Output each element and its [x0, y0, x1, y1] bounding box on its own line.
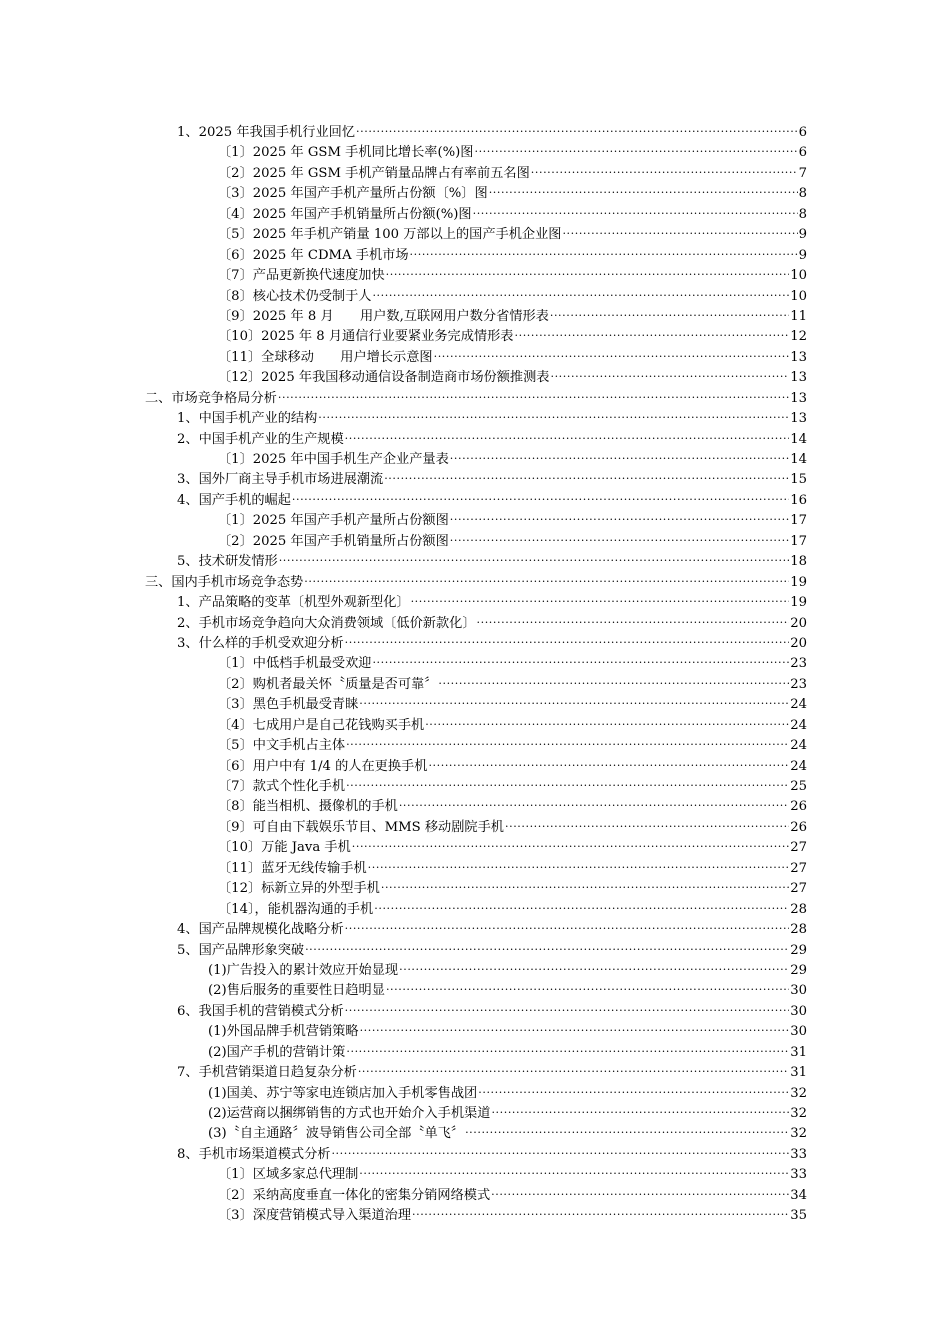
- toc-entry[interactable]: [0, 913, 950, 938]
- toc-entry[interactable]: [0, 790, 950, 815]
- toc-entry-page-number: 28: [790, 901, 807, 917]
- toc-entry-page-number: 27: [790, 860, 807, 876]
- toc-entry-title: 二、市场竞争格局分析: [145, 390, 277, 406]
- toc-entry[interactable]: [0, 341, 950, 365]
- toc-entry[interactable]: [0, 995, 950, 1019]
- toc-entry[interactable]: [0, 607, 950, 631]
- toc-entry-title: 3、国外厂商主导手机市场进展潮流: [177, 472, 384, 488]
- toc-entry[interactable]: [0, 116, 950, 140]
- toc-entry-page-number: 12: [790, 329, 807, 345]
- toc-entry-page-number: 29: [790, 942, 807, 958]
- toc-entry[interactable]: [0, 1179, 950, 1203]
- toc-entry[interactable]: [0, 361, 950, 386]
- toc-entry-page-number: 24: [790, 697, 807, 713]
- toc-entry-title: 〔10〕万能 Java 手机: [218, 840, 351, 856]
- toc-entry[interactable]: [0, 627, 950, 651]
- toc-entry-page-number: 10: [790, 288, 807, 304]
- toc-entry-title: (2)运营商以捆绑销售的方式也开始介入手机渠道: [208, 1106, 491, 1121]
- toc-entry-page-number: 31: [790, 1044, 807, 1060]
- toc-entry-page-number: 29: [790, 962, 807, 978]
- toc-entry-page-number: 13: [790, 370, 807, 386]
- toc-dot-leader: [346, 729, 789, 749]
- toc-dot-leader: [368, 852, 790, 872]
- toc-entry-page-number: 30: [790, 1003, 807, 1019]
- toc-entry-title: 〔2〕购机者最关怀〝质量是否可靠〞: [218, 676, 438, 692]
- toc-entry-title: 1、产品策略的变革〔机型外观新型化〕: [177, 595, 410, 611]
- toc-entry[interactable]: [0, 586, 950, 611]
- toc-entry-title: (1)外国品牌手机营销策略: [208, 1024, 359, 1040]
- toc-entry-title: 6、我国手机的营销模式分析: [177, 1003, 344, 1019]
- toc-entry[interactable]: [0, 1138, 950, 1162]
- toc-entry-page-number: 23: [790, 676, 807, 692]
- toc-entry[interactable]: [0, 729, 950, 754]
- toc-dot-leader: [331, 1138, 789, 1158]
- toc-entry-title: 〔3〕2025 年国产手机产量所占份额〔%〕图: [218, 186, 488, 202]
- toc-entry-page-number: 20: [790, 615, 807, 631]
- toc-entry-title: 〔2〕2025 年国产手机销量所占份额图: [218, 533, 449, 549]
- toc-entry[interactable]: [0, 443, 950, 467]
- toc-entry-page-number: 30: [790, 1024, 807, 1040]
- toc-entry[interactable]: [0, 668, 950, 692]
- toc-entry[interactable]: [0, 259, 950, 284]
- toc-entry[interactable]: [0, 280, 950, 304]
- toc-entry-page-number: 8: [798, 206, 807, 222]
- toc-entry[interactable]: [0, 566, 950, 590]
- toc-dot-leader: [425, 709, 789, 729]
- toc-dot-leader: [428, 750, 789, 770]
- toc-entry-page-number: 14: [790, 452, 807, 467]
- toc-entry-title: 〔6〕用户中有 1/4 的人在更换手机: [218, 758, 428, 774]
- toc-dot-leader: [412, 1199, 789, 1219]
- toc-entry-page-number: 17: [790, 533, 807, 549]
- toc-dot-leader: [360, 1015, 790, 1035]
- toc-dot-leader: [450, 504, 789, 524]
- toc-entry-page-number: 33: [790, 1167, 807, 1183]
- toc-entry-title: 3、什么样的手机受欢迎分析: [177, 635, 344, 651]
- toc-entry[interactable]: [0, 1056, 950, 1081]
- toc-entry-page-number: 13: [790, 349, 807, 365]
- toc-entry-title: 1、中国手机产业的结构: [177, 411, 318, 427]
- toc-dot-leader: [381, 872, 789, 892]
- toc-entry-title: 〔4〕七成用户是自己花钱购买手机: [218, 717, 425, 733]
- toc-entry[interactable]: [0, 1036, 950, 1060]
- toc-entry-page-number: 24: [790, 758, 807, 774]
- toc-entry[interactable]: [0, 647, 950, 672]
- toc-entry-title: 〔8〕能当相机、摄像机的手机: [218, 799, 398, 815]
- toc-entry-title: 〔8〕核心技术仍受制于人: [218, 288, 372, 304]
- toc-dot-leader: [491, 1179, 789, 1199]
- toc-entry-page-number: 10: [790, 268, 807, 284]
- toc-entry-page-number: 24: [790, 738, 807, 754]
- toc-dot-leader: [318, 402, 789, 422]
- toc-entry-title: 〔6〕2025 年 CDMA 手机市场: [218, 247, 409, 263]
- toc-entry-title: 7、手机营销渠道日趋复杂分析: [177, 1065, 357, 1081]
- toc-entry[interactable]: [0, 484, 950, 508]
- toc-entry-page-number: 6: [798, 125, 807, 140]
- toc-entry-page-number: 6: [798, 145, 807, 161]
- toc-entry-page-number: 14: [790, 431, 807, 447]
- toc-entry-title: 〔5〕2025 年手机产销量 100 万部以上的国产手机企业图: [218, 227, 562, 243]
- toc-dot-leader: [411, 586, 790, 606]
- toc-entry-title: 〔2〕2025 年 GSM 手机产销量品牌占有率前五名图: [218, 165, 530, 181]
- toc-dot-leader: [304, 566, 789, 586]
- toc-entry-title: (2)国产手机的营销计策: [208, 1044, 346, 1060]
- toc-entry[interactable]: [0, 831, 950, 856]
- toc-entry[interactable]: [0, 545, 950, 570]
- toc-entry[interactable]: [0, 811, 950, 835]
- toc-dot-leader: [359, 1158, 789, 1178]
- toc-dot-leader: [550, 361, 789, 381]
- toc-entry-page-number: 28: [790, 922, 807, 938]
- toc-entry-page-number: 35: [790, 1208, 807, 1224]
- toc-entry-title: 〔7〕产品更新换代速度加快: [218, 268, 385, 284]
- toc-entry-title: 〔5〕中文手机占主体: [218, 738, 346, 754]
- toc-dot-leader: [346, 1036, 789, 1056]
- toc-dot-leader: [345, 423, 790, 443]
- toc-entry[interactable]: [0, 1158, 950, 1183]
- toc-entry-page-number: 23: [790, 656, 807, 672]
- toc-entry-page-number: 30: [790, 983, 807, 999]
- toc-entry[interactable]: [0, 893, 950, 917]
- toc-entry-page-number: 20: [790, 635, 807, 651]
- toc-dot-leader: [358, 1056, 789, 1076]
- toc-entry[interactable]: [0, 934, 950, 958]
- toc-dot-leader: [352, 831, 789, 851]
- toc-entry[interactable]: [0, 1077, 950, 1101]
- toc-entry-title: 2、手机市场竞争趋向大众消费领域〔低价新款化〕: [177, 615, 476, 631]
- toc-dot-leader: [399, 790, 789, 810]
- toc-entry[interactable]: [0, 382, 950, 406]
- toc-entry-title: 5、国产品牌形象突破: [177, 942, 305, 958]
- toc-entry-title: 4、国产手机的崛起: [177, 492, 291, 508]
- toc-entry[interactable]: [0, 402, 950, 427]
- toc-entry-page-number: 18: [790, 554, 807, 570]
- toc-entry-title: 〔7〕款式个性化手机: [218, 779, 346, 794]
- toc-entry-title: 〔11〕蓝牙无线传输手机: [218, 860, 367, 876]
- toc-entry[interactable]: [0, 954, 950, 978]
- toc-entry[interactable]: [0, 688, 950, 713]
- toc-dot-leader: [478, 1077, 789, 1097]
- toc-entry[interactable]: [0, 852, 950, 876]
- toc-entry-title: 〔1〕2025 年国产手机产量所占份额图: [218, 513, 449, 529]
- toc-entry[interactable]: [0, 218, 950, 243]
- toc-entry-title: 4、国产品牌规模化战略分析: [177, 922, 344, 938]
- table-of-contents: [0, 116, 950, 1224]
- toc-entry-title: 5、技术研发情形: [177, 554, 278, 570]
- toc-entry[interactable]: [0, 525, 950, 549]
- toc-entry-page-number: 13: [790, 411, 807, 427]
- toc-dot-leader: [279, 545, 790, 565]
- toc-entry-page-number: 24: [790, 717, 807, 733]
- toc-entry-title: 〔12〕标新立异的外型手机: [218, 881, 380, 897]
- toc-entry-title: 〔1〕2025 年 GSM 手机同比增长率(%)图: [218, 145, 474, 161]
- toc-entry[interactable]: [0, 300, 950, 324]
- toc-entry-page-number: 13: [790, 390, 807, 406]
- toc-entry[interactable]: [0, 1199, 950, 1224]
- toc-dot-leader: [473, 198, 798, 218]
- toc-entry-title: 〔11〕全球移动 用户增长示意图: [218, 349, 433, 365]
- toc-dot-leader: [550, 300, 789, 320]
- toc-entry-page-number: 31: [790, 1065, 807, 1081]
- toc-entry-title: 2、中国手机产业的生产规模: [177, 431, 344, 447]
- toc-entry-page-number: 16: [790, 492, 807, 508]
- toc-dot-leader: [345, 995, 790, 1015]
- toc-entry-title: 三、国内手机市场竞争态势: [145, 574, 304, 590]
- toc-dot-leader: [345, 627, 790, 647]
- toc-entry-page-number: 19: [790, 595, 807, 611]
- toc-dot-leader: [489, 177, 798, 197]
- toc-entry-title: 8、手机市场渠道模式分析: [177, 1146, 331, 1162]
- toc-dot-leader: [359, 688, 789, 708]
- toc-entry-page-number: 26: [790, 819, 807, 835]
- toc-dot-leader: [505, 811, 789, 831]
- toc-entry-title: 〔9〕2025 年 8 月 用户数,互联网用户数分省情形表: [218, 308, 549, 324]
- toc-entry-title: 〔1〕区域多家总代理制: [218, 1167, 359, 1183]
- toc-entry-page-number: 11: [790, 308, 807, 324]
- toc-dot-leader: [384, 463, 789, 483]
- toc-dot-leader: [399, 954, 789, 974]
- toc-entry[interactable]: [0, 974, 950, 999]
- toc-dot-leader: [477, 607, 790, 627]
- toc-dot-leader: [372, 647, 789, 667]
- toc-entry[interactable]: [0, 177, 950, 202]
- toc-entry[interactable]: [0, 198, 950, 222]
- toc-entry-title: 〔1〕2025 年中国手机生产企业产量表: [218, 452, 449, 467]
- toc-entry-page-number: 8: [798, 186, 807, 202]
- toc-entry[interactable]: [0, 1117, 950, 1142]
- toc-dot-leader: [278, 382, 789, 402]
- toc-dot-leader: [374, 893, 789, 913]
- toc-dot-leader: [562, 218, 797, 238]
- toc-entry-page-number: 27: [790, 840, 807, 856]
- toc-entry-page-number: 33: [790, 1146, 807, 1162]
- toc-entry-page-number: 9: [798, 227, 807, 243]
- toc-entry-page-number: 19: [790, 574, 807, 590]
- toc-entry[interactable]: [0, 872, 950, 897]
- toc-entry-title: 〔10〕2025 年 8 月通信行业要紧业务完成情形表: [218, 329, 514, 345]
- toc-entry[interactable]: [0, 239, 950, 263]
- toc-entry-title: 〔4〕2025 年国产手机销量所占份额(%)图: [218, 206, 472, 222]
- toc-entry[interactable]: [0, 423, 950, 447]
- toc-dot-leader: [346, 770, 789, 790]
- toc-entry-title: 〔12〕2025 年我国移动通信设备制造商市场份额推测表: [218, 370, 550, 386]
- toc-entry-page-number: 32: [790, 1106, 807, 1121]
- toc-dot-leader: [305, 934, 789, 954]
- toc-dot-leader: [438, 668, 789, 688]
- toc-entry-title: (2)售后服务的重要性日趋明显: [208, 983, 385, 999]
- toc-dot-leader: [434, 341, 790, 361]
- toc-entry[interactable]: [0, 1015, 950, 1040]
- toc-entry[interactable]: [0, 463, 950, 488]
- toc-dot-leader: [450, 443, 789, 463]
- toc-dot-leader: [491, 1097, 789, 1117]
- toc-dot-leader: [450, 525, 789, 545]
- toc-entry-title: 1、2025 年我国手机行业回忆: [177, 125, 356, 140]
- toc-dot-leader: [386, 259, 790, 279]
- toc-entry-page-number: 15: [790, 472, 807, 488]
- toc-dot-leader: [465, 1117, 789, 1137]
- toc-entry[interactable]: [0, 770, 950, 794]
- toc-dot-leader: [356, 116, 798, 136]
- toc-entry-title: 〔14〕，能机器沟通的手机: [218, 901, 374, 917]
- toc-dot-leader: [345, 913, 790, 933]
- toc-entry-title: (1)国美、苏宁等家电连锁店加入手机零售战团: [208, 1085, 478, 1101]
- toc-entry-page-number: 17: [790, 513, 807, 529]
- toc-entry-page-number: 32: [790, 1085, 807, 1101]
- toc-entry-title: 〔9〕可自由下载娱乐节目、MMS 移动剧院手机: [218, 819, 504, 835]
- toc-dot-leader: [372, 280, 789, 300]
- toc-entry[interactable]: [0, 1097, 950, 1121]
- toc-dot-leader: [515, 320, 790, 340]
- toc-dot-leader: [531, 157, 798, 177]
- toc-entry-title: 〔2〕采纳高度垂直一体化的密集分销网络模式: [218, 1187, 491, 1203]
- toc-dot-leader: [386, 974, 789, 994]
- toc-entry-title: 〔3〕黑色手机最受青睐: [218, 697, 359, 713]
- toc-entry[interactable]: [0, 320, 950, 345]
- toc-entry-page-number: 32: [790, 1126, 807, 1142]
- toc-entry[interactable]: [0, 709, 950, 733]
- toc-entry[interactable]: [0, 136, 950, 161]
- toc-dot-leader: [474, 136, 797, 156]
- toc-entry-page-number: 26: [790, 799, 807, 815]
- toc-entry[interactable]: [0, 157, 950, 181]
- toc-entry-page-number: 27: [790, 881, 807, 897]
- toc-entry-title: (1)广告投入的累计效应开始显现: [208, 962, 399, 978]
- toc-dot-leader: [292, 484, 789, 504]
- toc-entry[interactable]: [0, 750, 950, 774]
- toc-entry-page-number: 9: [798, 247, 807, 263]
- toc-entry-page-number: 7: [798, 165, 807, 181]
- toc-entry-page-number: 25: [790, 779, 807, 794]
- toc-entry-title: 〔1〕中低档手机最受欢迎: [218, 656, 372, 672]
- toc-entry-title: (3)〝自主通路〞波导销售公司全部〝单飞〞: [208, 1126, 465, 1142]
- toc-entry[interactable]: [0, 504, 950, 529]
- toc-entry-page-number: 34: [790, 1187, 807, 1203]
- toc-dot-leader: [410, 239, 798, 259]
- toc-entry-title: 〔3〕深度营销模式导入渠道治理: [218, 1208, 412, 1224]
